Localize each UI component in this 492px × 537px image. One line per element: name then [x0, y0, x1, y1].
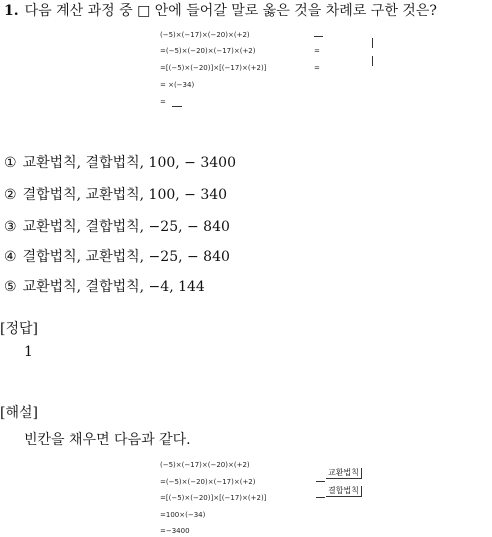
solution-line-3: =[(−5)×(−20)]×[(−17)×(+2)] — [160, 494, 267, 502]
answer-value: 1 — [24, 344, 33, 360]
question-title — [4, 0, 437, 20]
choice-5-marker: ⑤ — [4, 279, 17, 295]
problem-line-2: =(−5)×(−20)×(−17)×(+2) — [160, 47, 256, 55]
choice-3-marker: ③ — [4, 219, 17, 235]
blank-underline — [172, 106, 182, 107]
problem-mark-2: = — [314, 64, 320, 72]
choice-4-text: 결합법칙, 교환법칙, −25, − 840 — [22, 249, 230, 265]
choice-1-marker: ① — [4, 155, 17, 171]
solution-arrow-1 — [316, 481, 325, 482]
choice-1-text: 교환법칙, 결합법칙, 100, − 3400 — [22, 155, 236, 171]
solution-line-4: =100×(−34) — [160, 511, 206, 519]
question-number: 1. — [4, 3, 19, 19]
choice-3[interactable] — [4, 216, 230, 236]
choice-4[interactable] — [4, 246, 230, 266]
solution-arrow-2 — [316, 497, 325, 498]
solution-line-5: =−3400 — [160, 527, 190, 535]
blank-box-tick-1 — [372, 38, 373, 48]
problem-line-1: (−5)×(−17)×(−20)×(+2) — [160, 31, 250, 39]
choice-5[interactable] — [4, 276, 205, 296]
choice-2-text: 결합법칙, 교환법칙, 100, − 340 — [22, 187, 228, 203]
explanation-text: 빈칸을 채우면 다음과 같다. — [24, 432, 191, 448]
choice-1[interactable] — [4, 152, 236, 172]
problem-mark-1: = — [314, 47, 320, 55]
choice-2[interactable] — [4, 184, 227, 204]
blank-box-tick-2 — [372, 56, 373, 66]
answer-header: [정답] — [0, 321, 38, 337]
explanation-header: [해설] — [0, 405, 38, 421]
solution-line-2: =(−5)×(−20)×(−17)×(+2) — [160, 478, 256, 486]
problem-line-3: =[(−5)×(−20)]×[(−17)×(+2)] — [160, 64, 267, 72]
solution-label-2: 결합법칙 — [326, 486, 362, 497]
question-text: 다음 계산 과정 중 □ 안에 들어갈 말로 옳은 것을 차례로 구한 것은? — [24, 3, 437, 19]
choice-2-marker: ② — [4, 187, 17, 203]
choice-3-text: 교환법칙, 결합법칙, −25, − 840 — [22, 219, 230, 235]
problem-line-5: = — [160, 98, 166, 106]
solution-line-1: (−5)×(−17)×(−20)×(+2) — [160, 461, 250, 469]
blank-mark-1 — [314, 36, 323, 37]
problem-line-4: = ×(−34) — [160, 81, 195, 89]
solution-label-1: 교환법칙 — [326, 468, 362, 479]
choice-5-text: 교환법칙, 결합법칙, −4, 144 — [22, 279, 205, 295]
choice-4-marker: ④ — [4, 249, 17, 265]
